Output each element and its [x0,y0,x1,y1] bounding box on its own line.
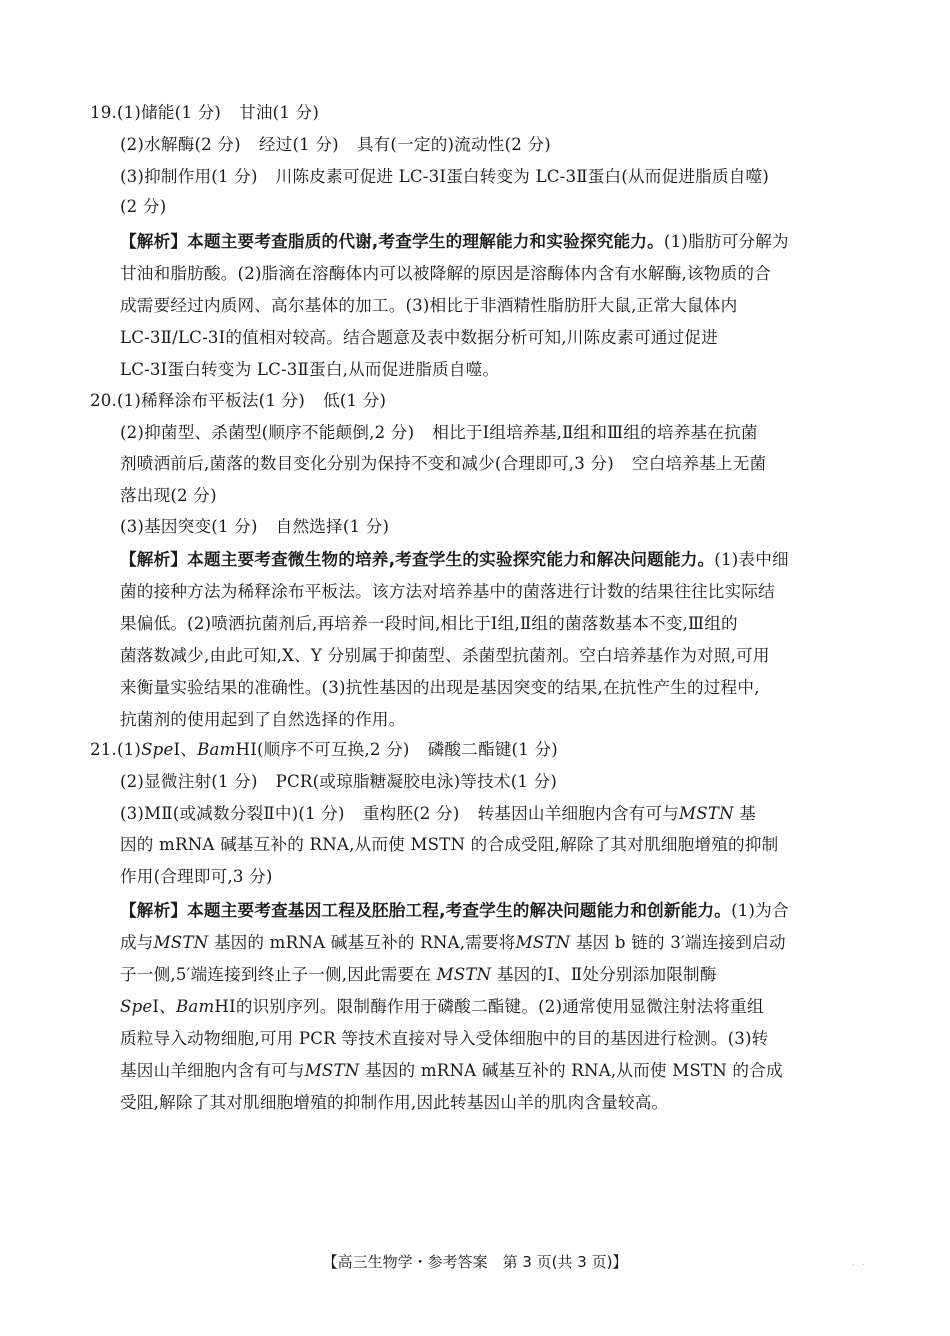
q20-part1: 20.(1)稀释涂布平板法(1 分) 低(1 分) [90,391,387,410]
page-footer: 【高三生物学・参考答案 第 3 页(共 3 页)】 [322,1253,628,1271]
q20-part2-line3: 落出现(2 分) [120,486,217,505]
q19-part3: (3)抑制作用(1 分) 川陈皮素可促进 LC-3Ⅰ蛋白转变为 LC-3Ⅱ蛋白(从而促进脂质自噬) [120,167,770,186]
q20-analysis-line6: 抗菌剂的使用起到了自然选择的作用。 [120,710,406,729]
q19-analysis-line5: LC-3Ⅰ蛋白转变为 LC-3Ⅱ蛋白,从而促进脂质自噬。 [120,360,500,379]
q20-analysis-line1: 【解析】本题主要考查微生物的培养,考查学生的实验探究能力和解决问题能力。(1)表中细 [120,550,789,569]
q19-analysis-line2: 甘油和脂肪酸。(2)脂滴在溶酶体内可以被降解的原因是溶酶体内含有水解酶,该物质的合 [120,264,771,283]
q21-analysis-line7: 受阻,解除了其对肌细胞增殖的抑制作用,因此转基因山羊的肌肉含量较高。 [120,1093,669,1112]
analysis-heading: 【解析】本题主要考查脂质的代谢,考查学生的理解能力和实验探究能力。 [120,232,664,251]
corner-dots: . . [852,1258,867,1268]
q20-analysis-line5: 来衡量实验结果的准确性。(3)抗性基因的出现是基因突变的结果,在抗性产生的过程中, [120,678,760,697]
q20-part3: (3)基因突变(1 分) 自然选择(1 分) [120,517,390,536]
q21-part3-line2: 因的 mRNA 碱基互补的 RNA,从而使 MSTN 的合成受阻,解除了其对肌细胞增殖的抑制 [120,835,779,854]
q20-part2-line1: (2)抑菌型、杀菌型(顺序不能颠倒,2 分) 相比于Ⅰ组培养基,Ⅱ组和Ⅲ组的培养基在抗菌 [120,423,758,442]
q20-analysis-line4: 菌落数减少,由此可知,X、Y 分别属于抑菌型、杀菌型抗菌剂。空白培养基作为对照,可用 [120,646,770,665]
q21-part1: 21.(1)SpeⅠ、BamHⅠ(顺序不可互换,2 分) 磷酸二酯键(1 分) [90,740,558,759]
q19-analysis-line4: LC-3Ⅱ/LC-3Ⅰ的值相对较高。结合题意及表中数据分析可知,川陈皮素可通过促进 [120,328,718,347]
q20-analysis-line3: 果偏低。(2)喷洒抗菌剂后,再培养一段时间,相比于Ⅰ组,Ⅱ组的菌落数基本不变,Ⅲ组的 [120,614,738,633]
q19-part3-score: (2 分) [120,197,167,216]
q21-analysis-line4: SpeⅠ、BamHⅠ的识别序列。限制酶作用于磷酸二酯键。(2)通常使用显微注射法将重组 [120,997,764,1016]
analysis-heading: 【解析】本题主要考查基因工程及胚胎工程,考查学生的解决问题能力和创新能力。 [120,901,732,920]
q20-analysis-line2: 菌的接种方法为稀释涂布平板法。该方法对培养基中的菌落进行计数的结果往往比实际结 [120,582,775,601]
q19-part2: (2)水解酶(2 分) 经过(1 分) 具有(一定的)流动性(2 分) [120,135,551,154]
q21-analysis-line6: 基因山羊细胞内含有可与MSTN 基因的 mRNA 碱基互补的 RNA,从而使 MSTN 的合成 [120,1061,783,1080]
q21-part2: (2)显微注射(1 分) PCR(或琼脂糖凝胶电泳)等技术(1 分) [120,772,558,791]
q21-analysis-line5: 质粒导入动物细胞,可用 PCR 等技术直接对导入受体细胞中的目的基因进行检测。(3)转 [120,1029,769,1048]
q19-part1: 19.(1)储能(1 分) 甘油(1 分) [90,103,320,122]
q21-part3-line1: (3)MⅡ(或减数分裂Ⅱ中)(1 分) 重构胚(2 分) 转基因山羊细胞内含有可与MSTN 基 [120,804,757,823]
q21-analysis-line2: 成与MSTN 基因的 mRNA 碱基互补的 RNA,需要将MSTN 基因 b 链的 3′端连接到启动 [120,933,786,952]
q21-part3-line3: 作用(合理即可,3 分) [120,867,273,886]
q21-analysis-line3: 子一侧,5′端连接到终止子一侧,因此需要在 MSTN 基因的Ⅰ、Ⅱ处分别添加限制酶 [120,965,717,984]
q21-analysis-line1: 【解析】本题主要考查基因工程及胚胎工程,考查学生的解决问题能力和创新能力。(1)为合 [120,901,789,920]
analysis-heading: 【解析】本题主要考查微生物的培养,考查学生的实验探究能力和解决问题能力。 [120,550,715,569]
q20-part2-line2: 剂喷洒前后,菌落的数目变化分别为保持不变和减少(合理即可,3 分) 空白培养基上无菌 [120,454,767,473]
q19-analysis-line1: 【解析】本题主要考查脂质的代谢,考查学生的理解能力和实验探究能力。(1)脂肪可分解为 [120,232,789,251]
q19-analysis-line3: 成需要经过内质网、高尔基体的加工。(3)相比于非酒精性脂肪肝大鼠,正常大鼠体内 [120,296,738,315]
